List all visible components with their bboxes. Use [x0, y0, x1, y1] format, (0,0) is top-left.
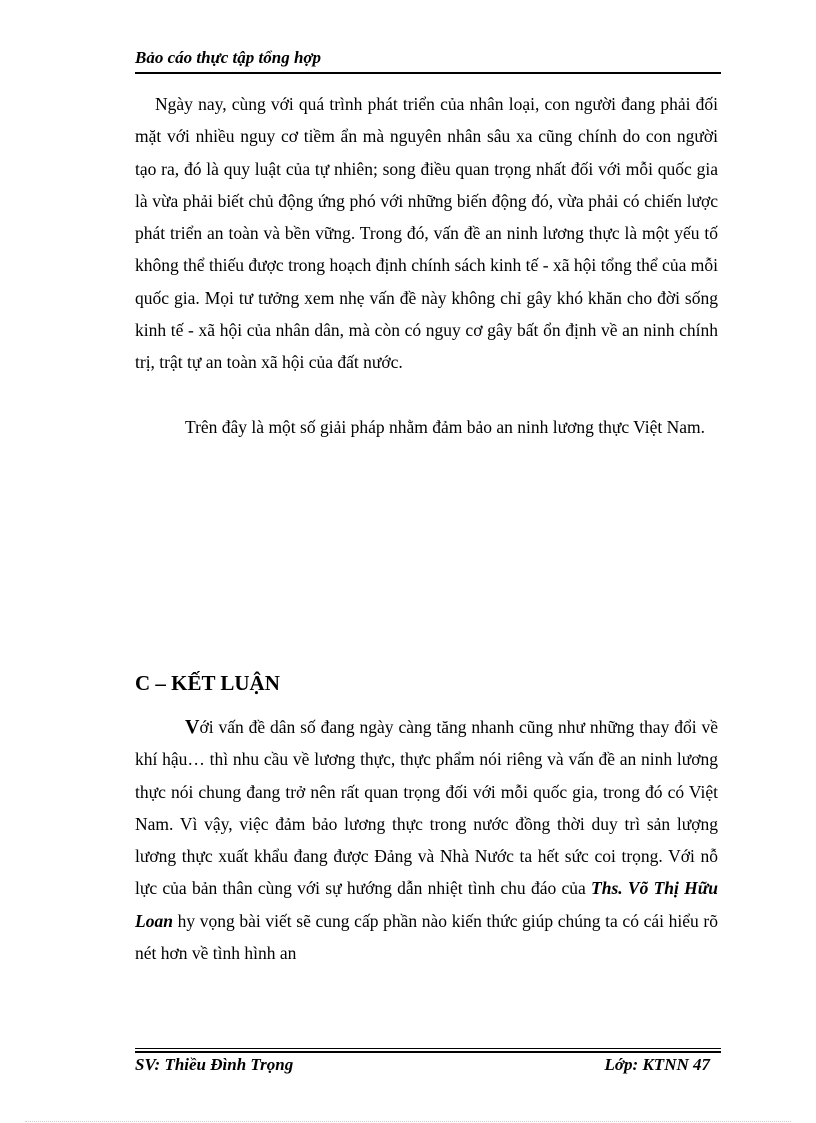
footer-student-name: SV: Thiều Đình Trọng	[135, 1055, 294, 1074]
conclusion-text-part-1: ới vấn đề dân số đang ngày càng tăng nhanh cũng như những thay đổi về khí hậu… thì nhu cầu về lương thực, thực phẩm nói riêng và vấn đề an ninh lương thực nói chung đang trở nên rất quan trọng đối với mỗi quốc gia, trong đó có Việt Nam. Vì vậy, việc đảm bảo lương thực trong nước đồng thời duy trì sản lượng lương thực xuất khẩu đang được Đảng và Nhà Nước ta hết sức coi trọng. Với nỗ lực của bản thân cùng với sự hướng dẫn nhiệt tình chu đáo của	[135, 717, 718, 899]
advisor-name: Ths. Võ Thị Hữu Loan	[135, 878, 718, 931]
conclusion-first-letter: V	[185, 716, 200, 738]
footer-rule-thin	[135, 1048, 721, 1049]
solutions-summary-paragraph: Trên đây là một số giải pháp nhằm đảm bảo an ninh lương thực Việt Nam.	[185, 417, 706, 437]
header-rule	[135, 72, 721, 74]
conclusion-text-part-2: hy vọng bài viết sẽ cung cấp phần nào kiến thức giúp chúng ta có cái hiểu rõ nét hơn về tình hình an	[135, 910, 718, 964]
footer-class-name: Lớp: KTNN 47	[604, 1055, 710, 1074]
page-bottom-edge	[25, 1121, 791, 1122]
conclusion-heading: C – KẾT LUẬN	[135, 671, 280, 695]
footer-rule-thick	[135, 1051, 721, 1053]
page-header-title: Bảo cáo thực tập tổng hợp	[135, 48, 322, 67]
intro-paragraph: Ngày nay, cùng với quá trình phát triển của nhân loại, con người đang phải đối mặt với nhiều nguy cơ tiềm ẩn mà nguyên nhân sâu xa cũng chính do con người tạo ra, đó là quy luật của tự nhiên; song điều quan trọng nhất đối với mỗi quốc gia là vừa phải biết chủ động ứng phó với những biến động đó, vừa phải có chiến lược phát triển an toàn và bền vững. Trong đó, vấn đề an ninh lương thực là một yếu tố không thể thiếu được trong hoạch định chính sách kinh tế - xã hội tổng thể của mỗi quốc gia. Mọi tư tưởng xem nhẹ vấn đề này không chỉ gây khó khăn cho đời sống kinh tế - xã hội của nhân dân, mà còn có nguy cơ gây bất ổn định về an ninh chính trị, trật tự an toàn xã hội của đất nước.	[135, 94, 718, 373]
conclusion-paragraph	[135, 711, 718, 969]
